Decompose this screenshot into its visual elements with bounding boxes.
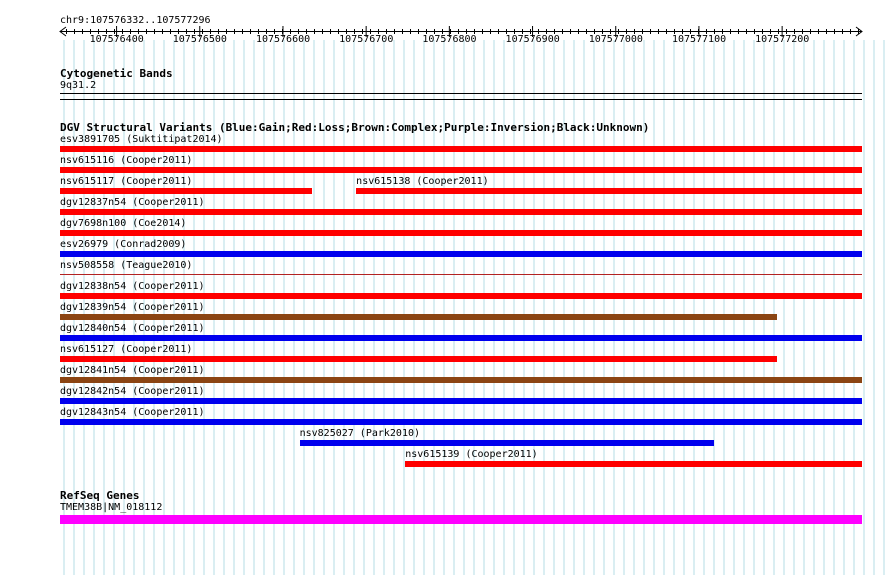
dgv-feature-bar[interactable] <box>60 335 862 341</box>
dgv-feature-label[interactable]: nsv825027 (Park2010) <box>299 428 421 439</box>
dgv-feature-bar[interactable] <box>405 461 862 467</box>
ruler-tick-label: 107576900 <box>505 34 560 45</box>
dgv-feature-bar[interactable] <box>60 274 862 275</box>
track-divider <box>60 93 862 94</box>
dgv-feature-label[interactable]: dgv12841n54 (Cooper2011) <box>60 365 205 376</box>
dgv-feature-label[interactable]: dgv12842n54 (Cooper2011) <box>60 386 205 397</box>
dgv-feature-label[interactable]: esv3891705 (Suktitipat2014) <box>60 134 223 145</box>
dgv-feature-label[interactable]: esv26979 (Conrad2009) <box>60 239 187 250</box>
locus-label: chr9:107576332..107577296 <box>60 15 211 26</box>
dgv-feature-bar[interactable] <box>60 398 862 404</box>
dgv-feature-label[interactable]: dgv12840n54 (Cooper2011) <box>60 323 205 334</box>
dgv-feature-label[interactable]: nsv508558 (Teague2010) <box>60 260 193 271</box>
dgv-track-title: DGV Structural Variants (Blue:Gain;Red:Loss;Brown:Complex;Purple:Inversion;Black:Unknown) <box>60 121 650 134</box>
dgv-feature-bar[interactable] <box>60 356 777 362</box>
cytoband-track-title: Cytogenetic Bands <box>60 67 173 80</box>
dgv-feature-bar[interactable] <box>60 251 862 257</box>
dgv-feature-label[interactable]: dgv12838n54 (Cooper2011) <box>60 281 205 292</box>
dgv-feature-label[interactable]: nsv615116 (Cooper2011) <box>60 155 193 166</box>
ruler-tick-label: 107576700 <box>339 34 394 45</box>
ruler-tick-label: 107577000 <box>588 34 643 45</box>
dgv-feature-bar[interactable] <box>60 377 862 383</box>
gene-bar[interactable] <box>60 515 862 524</box>
dgv-feature-label[interactable]: dgv12839n54 (Cooper2011) <box>60 302 205 313</box>
ruler-tick-label: 107576500 <box>172 34 227 45</box>
dgv-feature-bar[interactable] <box>60 188 312 194</box>
dgv-feature-bar[interactable] <box>60 209 862 215</box>
dgv-feature-bar[interactable] <box>300 440 714 446</box>
dgv-feature-bar[interactable] <box>60 293 862 299</box>
dgv-feature-label[interactable]: nsv615138 (Cooper2011) <box>356 176 489 187</box>
dgv-feature-label[interactable]: nsv615117 (Cooper2011) <box>60 176 193 187</box>
dgv-feature-bar[interactable] <box>60 419 862 425</box>
dgv-feature-label[interactable]: dgv12843n54 (Cooper2011) <box>60 407 205 418</box>
dgv-feature-bar[interactable] <box>356 188 862 194</box>
refseq-track-title: RefSeq Genes <box>60 489 140 502</box>
ruler-tick-label: 107576600 <box>255 34 311 45</box>
gene-label[interactable]: TMEM38B|NM_018112 <box>60 502 163 513</box>
ruler-tick-label: 107577200 <box>755 34 810 45</box>
dgv-feature-bar[interactable] <box>60 230 862 236</box>
dgv-feature-bar[interactable] <box>60 146 862 152</box>
cytoband-label: 9q31.2 <box>60 80 97 91</box>
track-divider <box>60 99 862 100</box>
ruler-tick-label: 107576400 <box>89 34 144 45</box>
dgv-feature-label[interactable]: dgv12837n54 (Cooper2011) <box>60 197 205 208</box>
dgv-feature-label[interactable]: nsv615139 (Cooper2011) <box>405 449 538 460</box>
dgv-feature-bar[interactable] <box>60 314 777 320</box>
ruler-tick-label: 107576800 <box>422 34 477 45</box>
dgv-feature-label[interactable]: dgv7698n100 (Coe2014) <box>60 218 187 229</box>
dgv-feature-label[interactable]: nsv615127 (Cooper2011) <box>60 344 193 355</box>
dgv-feature-bar[interactable] <box>60 167 862 173</box>
ruler-tick-label: 107577100 <box>671 34 727 45</box>
